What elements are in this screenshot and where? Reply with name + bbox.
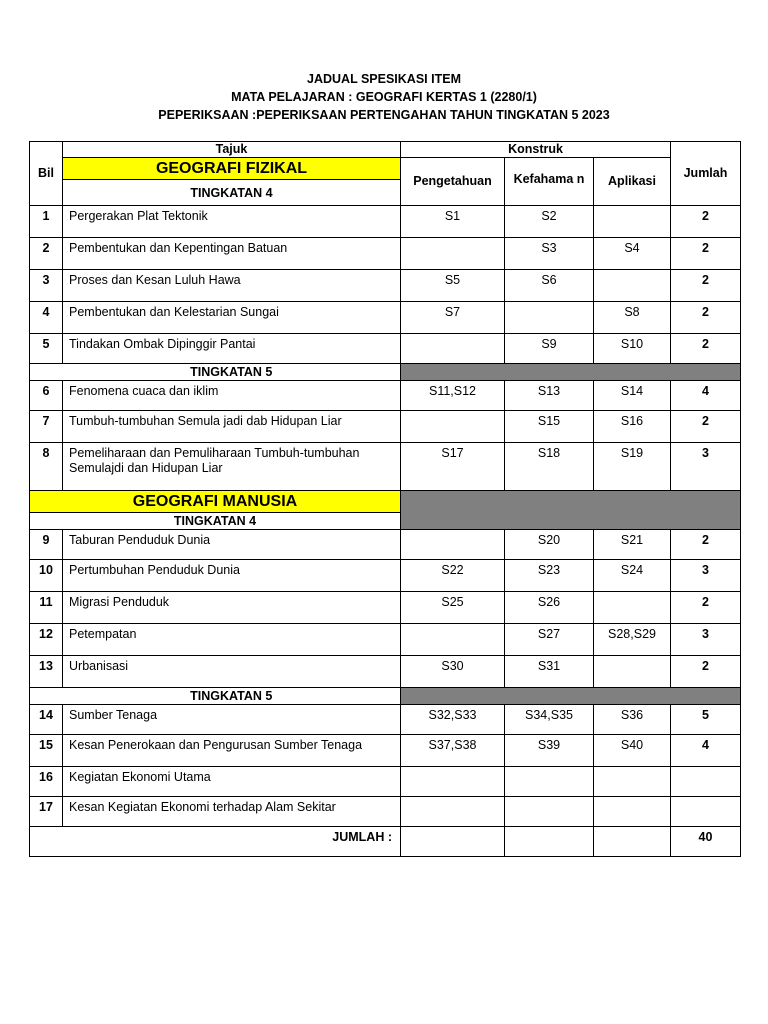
header-kefahaman: Kefahama n	[505, 158, 594, 206]
row-pengetahuan	[401, 334, 505, 364]
row-aplikasi	[594, 656, 671, 688]
row-bil: 16	[30, 767, 63, 797]
row-topic: Sumber Tenaga	[63, 705, 401, 735]
row-topic: Kesan Kegiatan Ekonomi terhadap Alam Sekitar	[63, 797, 401, 827]
document-header	[0, 70, 768, 124]
row-kefahaman: S13	[505, 381, 594, 411]
header-aplikasi: Aplikasi	[594, 158, 671, 206]
row-pengetahuan: S37,S38	[401, 735, 505, 767]
row-aplikasi: S14	[594, 381, 671, 411]
header-pengetahuan: Pengetahuan	[401, 158, 505, 206]
row-kefahaman: S6	[505, 270, 594, 302]
row-aplikasi	[594, 270, 671, 302]
table-row	[30, 411, 741, 443]
row-kefahaman: S23	[505, 560, 594, 592]
header-jumlah: Jumlah	[671, 142, 741, 206]
row-jumlah	[671, 767, 741, 797]
total-empty-cell	[505, 827, 594, 857]
row-topic: Urbanisasi	[63, 656, 401, 688]
table-row	[30, 206, 741, 238]
table-row	[30, 624, 741, 656]
table-row	[30, 443, 741, 491]
table-row	[30, 302, 741, 334]
shaded-cell	[401, 364, 741, 381]
table-row	[30, 530, 741, 560]
header-konstruk: Konstruk	[401, 142, 671, 158]
row-topic: Pembentukan dan Kepentingan Batuan	[63, 238, 401, 270]
row-bil: 13	[30, 656, 63, 688]
header-bil: Bil	[30, 142, 63, 206]
row-bil: 2	[30, 238, 63, 270]
table-row	[30, 797, 741, 827]
row-aplikasi: S24	[594, 560, 671, 592]
row-kefahaman: S3	[505, 238, 594, 270]
row-pengetahuan: S25	[401, 592, 505, 624]
row-aplikasi: S10	[594, 334, 671, 364]
row-bil: 3	[30, 270, 63, 302]
row-topic: Tumbuh-tumbuhan Semula jadi dab Hidupan Liar	[63, 411, 401, 443]
row-kefahaman: S26	[505, 592, 594, 624]
row-jumlah: 3	[671, 443, 741, 491]
row-jumlah: 2	[671, 530, 741, 560]
total-empty-cell	[594, 827, 671, 857]
shaded-cell	[401, 491, 741, 530]
row-bil: 10	[30, 560, 63, 592]
row-pengetahuan: S32,S33	[401, 705, 505, 735]
row-bil: 15	[30, 735, 63, 767]
row-topic: Migrasi Penduduk	[63, 592, 401, 624]
row-bil: 9	[30, 530, 63, 560]
row-pengetahuan	[401, 797, 505, 827]
row-kefahaman: S9	[505, 334, 594, 364]
table-row	[30, 735, 741, 767]
table-row	[30, 705, 741, 735]
row-topic: Pemeliharaan dan Pemuliharaan Tumbuh-tumbuhan Semulajdi dan Hidupan Liar	[63, 443, 401, 491]
row-topic: Taburan Penduduk Dunia	[63, 530, 401, 560]
row-kefahaman: S34,S35	[505, 705, 594, 735]
row-jumlah: 5	[671, 705, 741, 735]
level-tingkatan-5: TINGKATAN 5	[63, 364, 401, 381]
row-jumlah: 2	[671, 656, 741, 688]
row-jumlah: 2	[671, 206, 741, 238]
table-row	[30, 238, 741, 270]
row-pengetahuan: S5	[401, 270, 505, 302]
row-aplikasi: S28,S29	[594, 624, 671, 656]
row-kefahaman	[505, 767, 594, 797]
row-bil: 4	[30, 302, 63, 334]
table-row	[30, 270, 741, 302]
row-jumlah: 3	[671, 560, 741, 592]
row-aplikasi: S40	[594, 735, 671, 767]
row-topic: Pergerakan Plat Tektonik	[63, 206, 401, 238]
header-subject: MATA PELAJARAN : GEOGRAFI KERTAS 1 (2280/1)	[231, 90, 537, 104]
row-bil: 7	[30, 411, 63, 443]
row-jumlah: 2	[671, 334, 741, 364]
row-jumlah: 4	[671, 381, 741, 411]
spacer-cell	[30, 688, 63, 705]
row-pengetahuan	[401, 411, 505, 443]
row-pengetahuan	[401, 530, 505, 560]
header-exam: PEPERIKSAAN :PEPERIKSAAN PERTENGAHAN TAHUN TINGKATAN 5 2023	[158, 108, 610, 122]
row-pengetahuan: S11,S12	[401, 381, 505, 411]
row-aplikasi: S36	[594, 705, 671, 735]
row-pengetahuan	[401, 238, 505, 270]
row-pengetahuan	[401, 767, 505, 797]
level-tingkatan-4: TINGKATAN 4	[63, 180, 401, 206]
table-row	[30, 381, 741, 411]
row-jumlah: 2	[671, 592, 741, 624]
table-row	[30, 560, 741, 592]
shaded-cell	[401, 688, 741, 705]
total-row	[30, 827, 741, 857]
header-title: JADUAL SPESIKASI ITEM	[307, 72, 461, 86]
row-kefahaman: S18	[505, 443, 594, 491]
section-geografi-manusia: GEOGRAFI MANUSIA	[30, 491, 401, 513]
row-topic: Petempatan	[63, 624, 401, 656]
section-geografi-fizikal: GEOGRAFI FIZIKAL	[63, 158, 401, 180]
row-aplikasi	[594, 592, 671, 624]
row-kefahaman: S39	[505, 735, 594, 767]
row-jumlah: 2	[671, 302, 741, 334]
row-topic: Kegiatan Ekonomi Utama	[63, 767, 401, 797]
row-pengetahuan: S1	[401, 206, 505, 238]
row-aplikasi: S8	[594, 302, 671, 334]
row-pengetahuan: S30	[401, 656, 505, 688]
row-topic: Pembentukan dan Kelestarian Sungai	[63, 302, 401, 334]
row-jumlah: 2	[671, 270, 741, 302]
row-jumlah: 3	[671, 624, 741, 656]
table-row	[30, 592, 741, 624]
row-kefahaman: S20	[505, 530, 594, 560]
row-pengetahuan: S22	[401, 560, 505, 592]
row-topic: Kesan Penerokaan dan Pengurusan Sumber Tenaga	[63, 735, 401, 767]
row-bil: 6	[30, 381, 63, 411]
row-kefahaman: S2	[505, 206, 594, 238]
row-bil: 8	[30, 443, 63, 491]
row-aplikasi	[594, 206, 671, 238]
table-row	[30, 767, 741, 797]
row-kefahaman: S31	[505, 656, 594, 688]
row-topic: Fenomena cuaca dan iklim	[63, 381, 401, 411]
table-row	[30, 334, 741, 364]
row-kefahaman	[505, 302, 594, 334]
row-pengetahuan: S7	[401, 302, 505, 334]
row-bil: 5	[30, 334, 63, 364]
level-tingkatan-4-manusia: TINGKATAN 4	[30, 513, 401, 530]
total-empty-cell	[401, 827, 505, 857]
specification-table	[29, 141, 741, 857]
total-label: JUMLAH :	[30, 827, 401, 857]
row-aplikasi: S21	[594, 530, 671, 560]
row-bil: 1	[30, 206, 63, 238]
row-jumlah: 4	[671, 735, 741, 767]
row-kefahaman	[505, 797, 594, 827]
row-kefahaman: S15	[505, 411, 594, 443]
row-bil: 12	[30, 624, 63, 656]
row-aplikasi	[594, 797, 671, 827]
level-tingkatan-5-manusia: TINGKATAN 5	[63, 688, 401, 705]
header-tajuk: Tajuk	[63, 142, 401, 158]
total-value: 40	[671, 827, 741, 857]
row-kefahaman: S27	[505, 624, 594, 656]
table-row	[30, 656, 741, 688]
row-topic: Tindakan Ombak Dipinggir Pantai	[63, 334, 401, 364]
row-aplikasi: S19	[594, 443, 671, 491]
row-bil: 14	[30, 705, 63, 735]
row-jumlah	[671, 797, 741, 827]
row-aplikasi: S4	[594, 238, 671, 270]
row-topic: Pertumbuhan Penduduk Dunia	[63, 560, 401, 592]
row-topic: Proses dan Kesan Luluh Hawa	[63, 270, 401, 302]
row-pengetahuan: S17	[401, 443, 505, 491]
row-jumlah: 2	[671, 238, 741, 270]
row-pengetahuan	[401, 624, 505, 656]
row-bil: 11	[30, 592, 63, 624]
row-bil: 17	[30, 797, 63, 827]
row-aplikasi: S16	[594, 411, 671, 443]
row-jumlah: 2	[671, 411, 741, 443]
spacer-cell	[30, 364, 63, 381]
row-aplikasi	[594, 767, 671, 797]
